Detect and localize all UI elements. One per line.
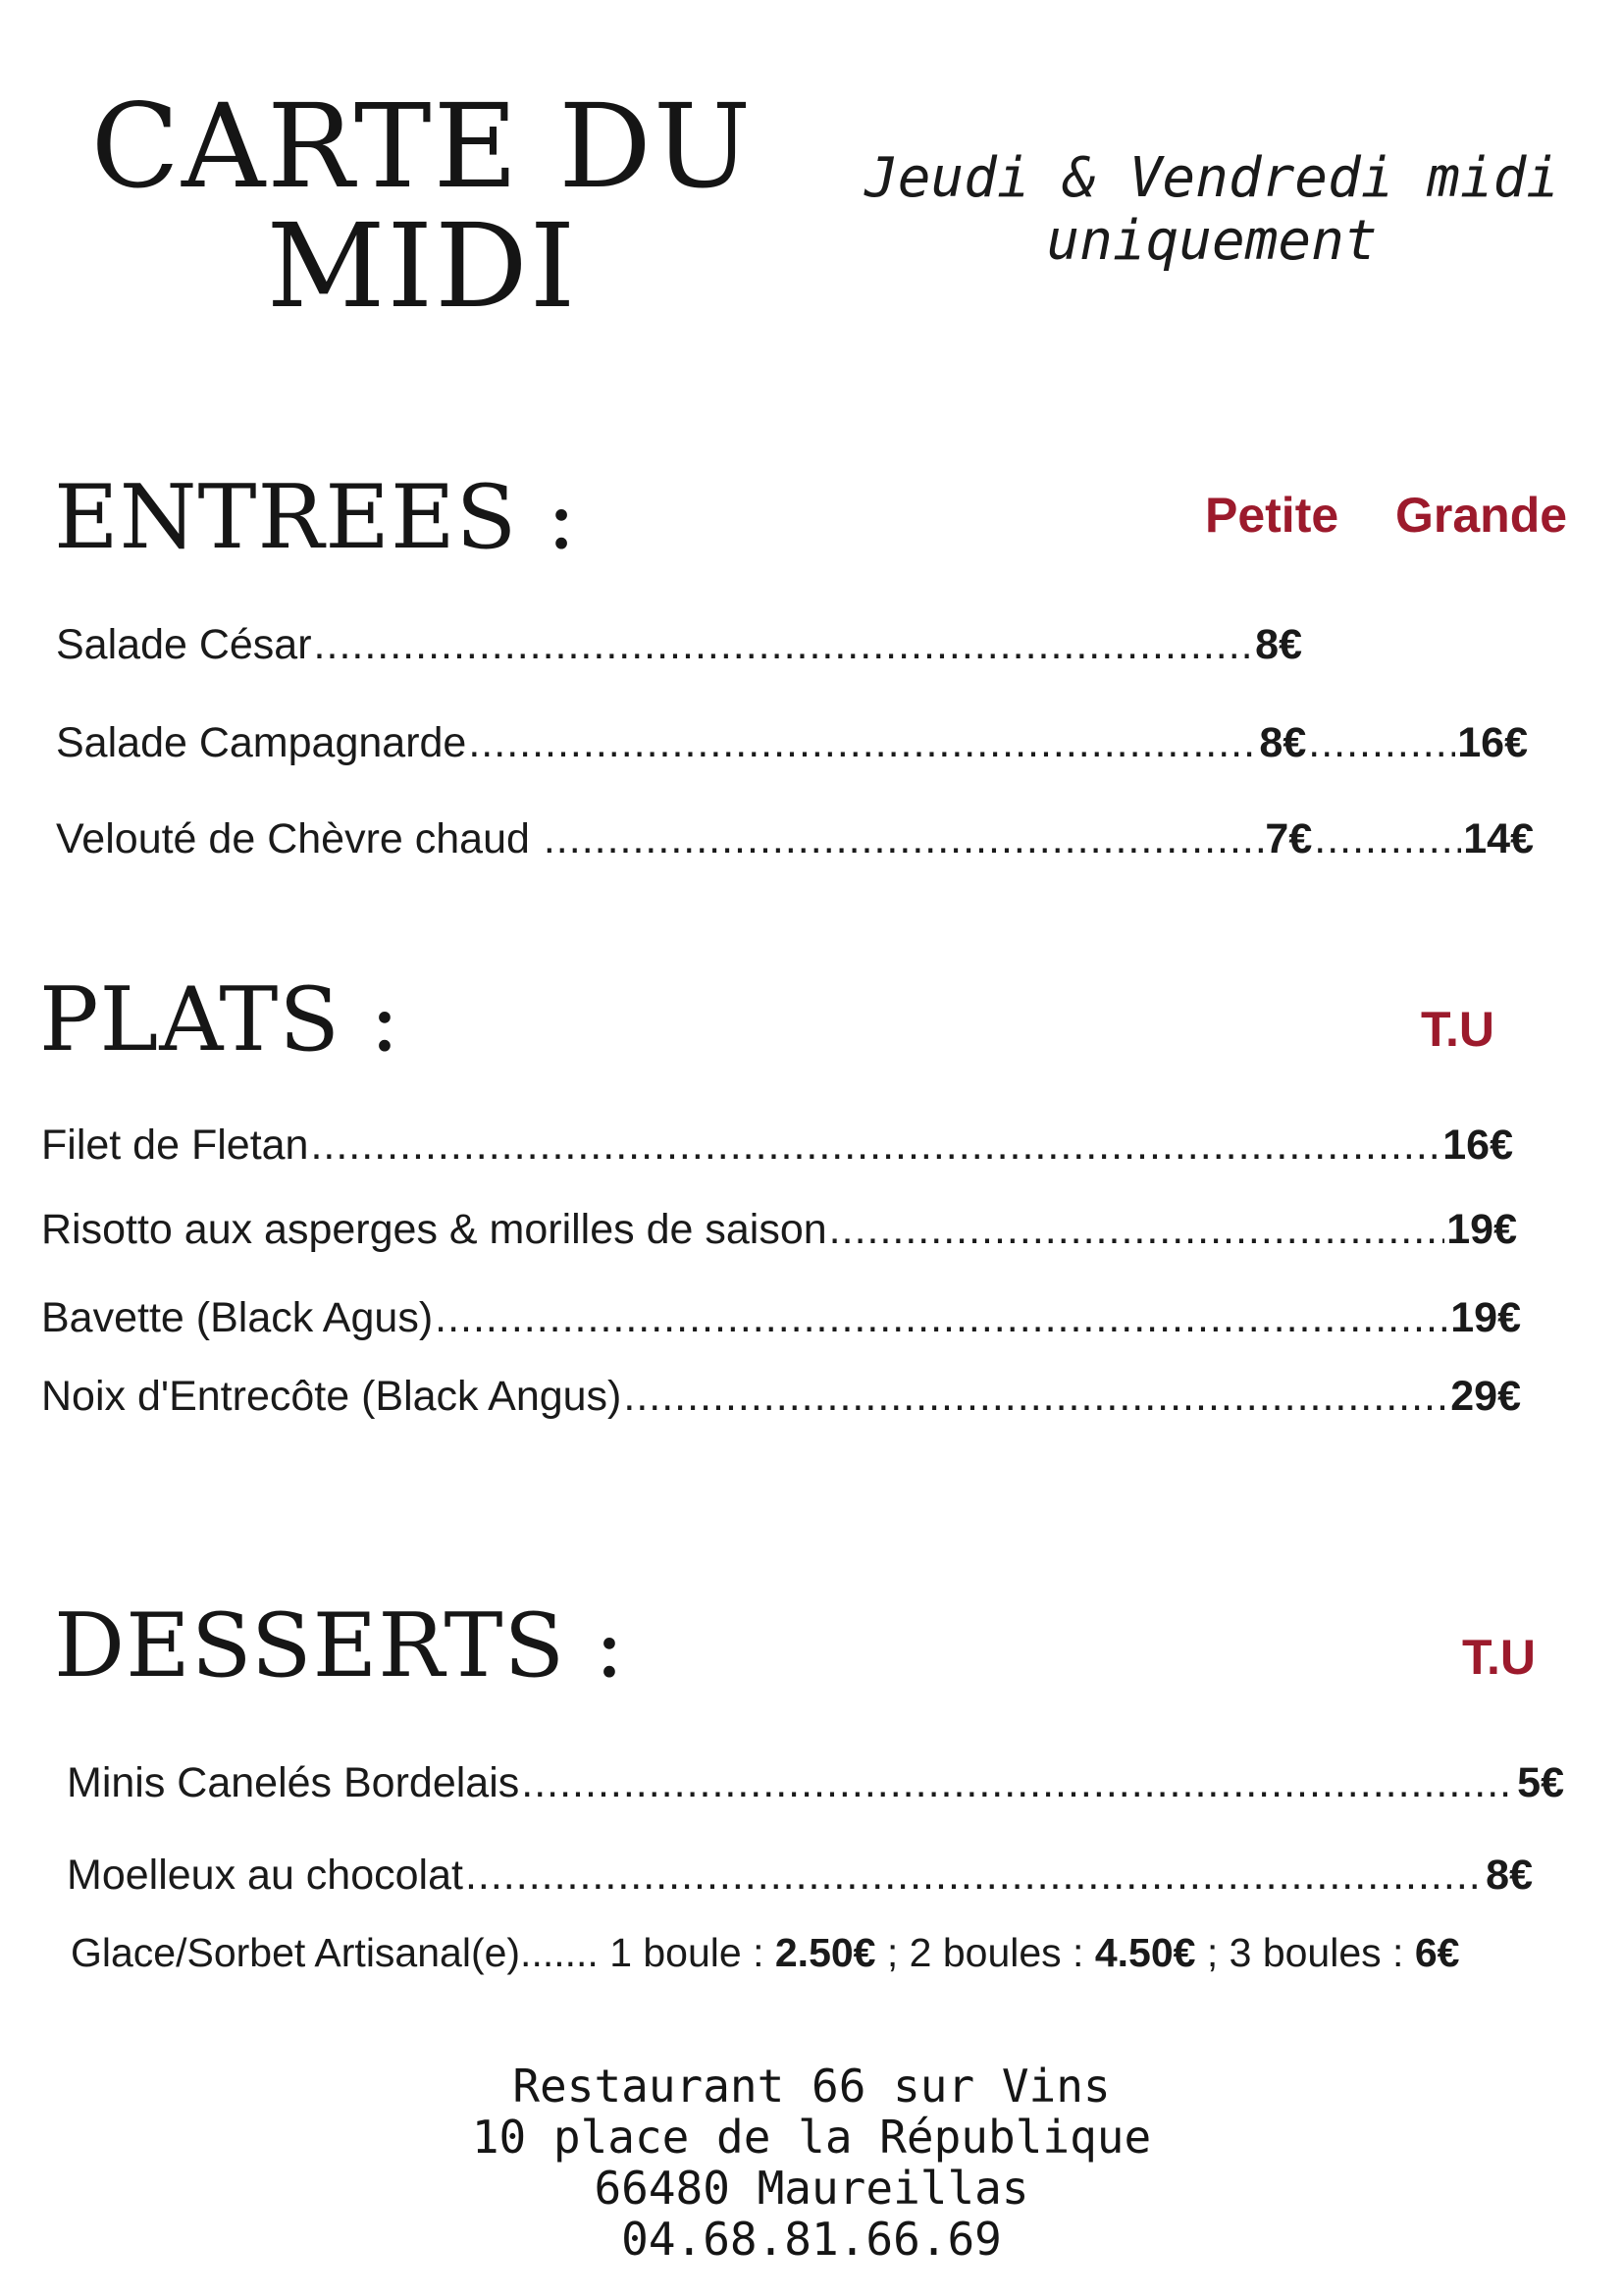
item-price: 16€ (1442, 1122, 1513, 1169)
phone-number: 04.68.81.66.69 (621, 2213, 1002, 2266)
leader-dots (1314, 812, 1461, 865)
postal-city: 66480 Maureillas (594, 2162, 1029, 2215)
glace-name: Glace/Sorbet Artisanal(e) (71, 1930, 521, 1975)
item-name: Minis Canelés Bordelais (67, 1759, 520, 1806)
item-name: Bavette (Black Agus) (41, 1294, 434, 1341)
leader-dots (544, 812, 1264, 865)
leader-dots (521, 1756, 1515, 1809)
glace-sorbet-line (71, 1927, 1543, 1978)
desserts-col-tu: T.U (1462, 1630, 1536, 1685)
leader-dots (310, 1119, 1440, 1172)
entrees-col-grande: Grande (1395, 488, 1568, 543)
menu-item (41, 1291, 1521, 1344)
item-price: 5€ (1517, 1759, 1564, 1806)
entrees-col-petite: Petite (1205, 488, 1339, 543)
plats-heading: PLATS : (39, 968, 401, 1071)
menu-item (41, 1119, 1513, 1172)
menu-item (56, 618, 1302, 671)
item-name: Noix d'Entrecôte (Black Angus) (41, 1373, 622, 1420)
street-address: 10 place de la République (471, 2111, 1152, 2164)
menu-item (67, 1756, 1564, 1809)
menu-subtitle (844, 147, 1580, 273)
menu-item (67, 1849, 1533, 1902)
menu-item (41, 1370, 1521, 1423)
item-price: 19€ (1446, 1206, 1517, 1253)
menu-title-line1: CARTE DU (90, 78, 754, 214)
menu-title (59, 78, 785, 334)
leader-dots (314, 618, 1254, 671)
leader-dots (829, 1203, 1445, 1256)
item-name: Moelleux au chocolat (67, 1852, 463, 1899)
plats-col-tu: T.U (1421, 1002, 1494, 1057)
leader-dots (465, 1849, 1484, 1902)
leader-dots (1308, 716, 1455, 769)
item-price-petite: 7€ (1265, 815, 1313, 862)
menu-item (56, 716, 1528, 769)
menu-subtitle-line1: Jeudi & Vendredi midi (864, 146, 1559, 210)
menu-subtitle-line2: uniquement (1046, 209, 1378, 273)
menu-title-line2: MIDI (266, 198, 578, 334)
item-name: Risotto aux asperges & morilles de saison (41, 1206, 827, 1253)
glace-one-label: 1 boule : (598, 1930, 775, 1975)
glace-three-price: 6€ (1414, 1930, 1460, 1975)
item-name: Salade Campagnarde (56, 719, 467, 766)
glace-two-price: 4.50€ (1094, 1930, 1196, 1975)
leader-dots (468, 716, 1257, 769)
leader-dots (435, 1291, 1448, 1344)
glace-two-label: ; 2 boules : (875, 1930, 1095, 1975)
restaurant-address (419, 2061, 1204, 2265)
item-price: 8€ (1486, 1852, 1533, 1899)
item-price: 19€ (1450, 1294, 1521, 1341)
glace-dots: ....... (520, 1930, 599, 1975)
desserts-heading: DESSERTS : (54, 1594, 626, 1697)
item-name: Salade César (56, 621, 312, 668)
item-price-petite: 8€ (1259, 719, 1307, 766)
menu-item (56, 812, 1534, 865)
item-price: 29€ (1450, 1373, 1521, 1420)
item-name: Filet de Fletan (41, 1122, 309, 1169)
glace-three-label: ; 3 boules : (1195, 1930, 1415, 1975)
item-price-grande: 14€ (1463, 815, 1534, 862)
item-price-grande: 16€ (1457, 719, 1528, 766)
menu-item (41, 1203, 1517, 1256)
glace-one-price: 2.50€ (774, 1930, 876, 1975)
entrees-heading: ENTREES : (54, 466, 578, 569)
item-name: Velouté de Chèvre chaud (56, 815, 542, 862)
restaurant-name: Restaurant 66 sur Vins (512, 2060, 1111, 2113)
leader-dots (623, 1370, 1448, 1423)
item-price-petite: 8€ (1255, 621, 1302, 668)
